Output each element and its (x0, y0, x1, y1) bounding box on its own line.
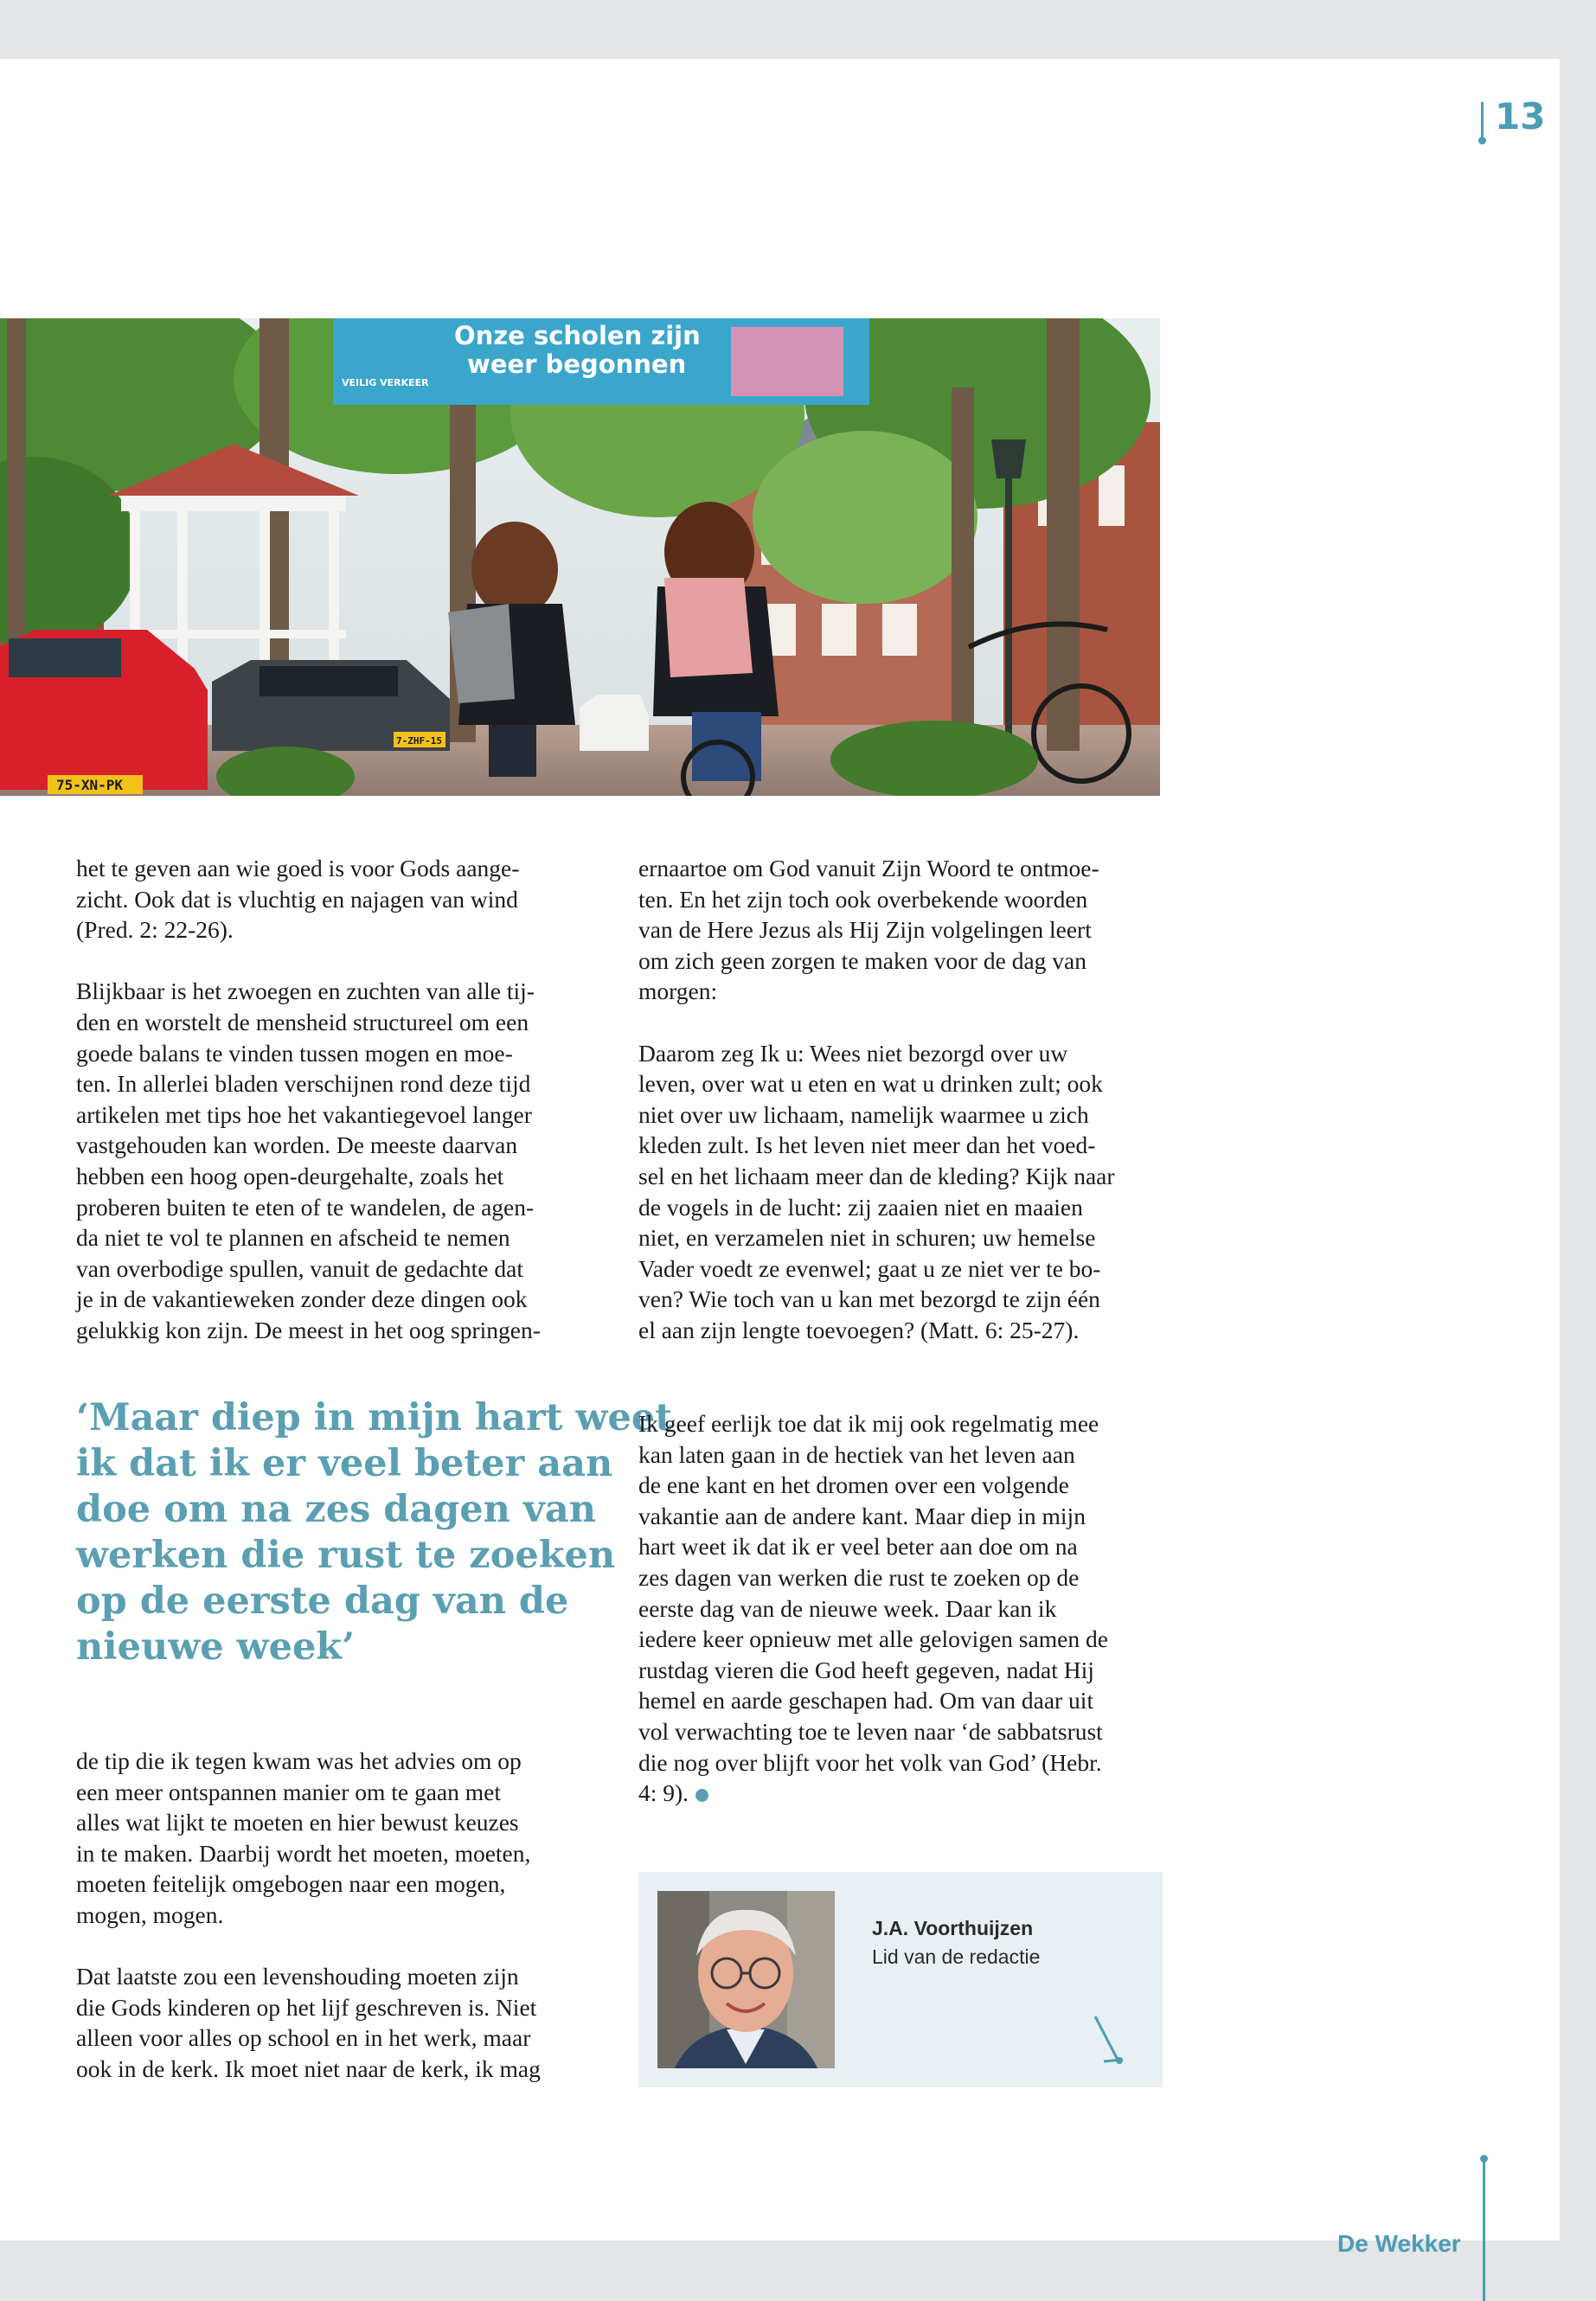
paragraph: de tip die ik tegen kwam was het advies om op een meer ontspannen manier om te gaan met alles wat lijkt te moeten en hier bewust keuzes in te maken. Daarbij wordt het moeten, moeten, moeten feitelijk omgebogen naar een mogen, mogen, mogen. (76, 1747, 531, 1928)
author-portrait (657, 1891, 835, 2068)
footer-dot (1480, 2155, 1488, 2163)
right-column-top (638, 853, 1115, 1346)
pull-quote: ‘Maar diep in mijn hart weet ik dat ik er veel beter aan doe om na zes dagen van werken die rust te zoeken op de eerste dag van de nieuwe week’ (76, 1396, 673, 1669)
banner-line-1: Onze scholen zijn (454, 321, 701, 350)
magazine-name: De Wekker (1337, 2230, 1461, 2257)
banner-line-2: weer begonnen (467, 349, 687, 379)
paragraph: Blijkbaar is het zwoegen en zuchten van alle tij- den en worstelt de mensheid structureel om een goede balans te vinden tussen mogen en moe- ten. In allerlei bladen verschijnen rond deze tijd artikelen met tips hoe het vakantiegevoel langer vastgehouden kan worden. De meeste daarvan hebben een hoog open-deurgehalte, zoals het proberen buiten te eten of te wandelen, de agen- da niet te vol te plannen en afscheid te nemen van overbodige spullen, vanuit de gedachte dat je in de vakantieweken zonder deze dingen ook gelukkig kon zijn. De meest in het oog springen- (76, 977, 541, 1343)
author-name: J.A. Voorthuijzen (872, 1917, 1034, 1939)
left-column-top (76, 853, 541, 1346)
author-role: Lid van de redactie (872, 1945, 1041, 1968)
paragraph: ernaartoe om God vanuit Zijn Woord te ontmoe- ten. En het zijn toch ook overbekende woorden van de Here Jezus als Hij Zijn volgelingen leert om zich geen zorgen te maken voor de dag van morgen: (638, 855, 1099, 1005)
banner-brand: VEILIG VERKEER (342, 377, 429, 388)
bible-quote: Daarom zeg Ik u: Wees niet bezorgd over uw leven, over wat u eten en wat u drinken zult; ook niet over uw lichaam, namelijk waarmee u zich kleden zult. Is het leven niet meer dan het voed- sel en het lichaam meer dan de kleding? Kijk naar de vogels in de lucht: zij zaaien niet en maaien niet, en verzamelen niet in schuren; uw hemelse Vader voedt ze evenwel; gaat u ze niet ver te bo- ven? Wie toch van u kan met bezorgd te zijn één el aan zijn lengte toevoegen? (Matt. 6: 25-27). (638, 1039, 1115, 1343)
paragraph: het te geven aan wie goed is voor Gods aange- zicht. Ook dat is vluchtig en najagen van wind (Pred. 2: 22-26). (76, 855, 520, 944)
footer-rule (1483, 2158, 1485, 2301)
page-number-rule (1481, 102, 1484, 140)
paragraph: Ik geef eerlijk toe dat ik mij ook regelmatig mee kan laten gaan in de hectiek van het leven aan de ene kant en het dromen over een volgende vakantie aan de andere kant. Maar diep in mijn hart weet ik dat ik er veel beter aan doe om na zes dagen van werken die rust te zoeken op de eerste dag van de nieuwe week. Daar kan ik iedere keer opnieuw met alle gelovigen samen de rustdag vieren die God heeft gegeven, nadat Hij hemel en aarde geschapen had. Om van daar uit vol verwachting toe te leven naar ‘de sabbatsrust die nog over blijft voor het volk van God’ (Hebr. 4: 9). (638, 1410, 1108, 1807)
paragraph: Dat laatste zou een levenshouding moeten zijn die Gods kinderen op het lijf geschreven is. Niet alleen voor alles op school en in het werk, maar ook in de kerk. Ik moet niet naar de kerk, ik mag (76, 1963, 541, 2082)
author-box (638, 1872, 1163, 2087)
left-column-bottom (76, 1746, 541, 2085)
article-photo (0, 318, 1160, 796)
right-column-bottom (638, 1408, 1108, 1809)
license-plate-2: 7-ZHF-15 (396, 735, 442, 747)
page-number-dot (1478, 137, 1486, 144)
pen-icon (1092, 2015, 1126, 2067)
license-plate-1: 75-XN-PK (56, 777, 124, 793)
magazine-page (0, 59, 1560, 2257)
end-mark-icon (695, 1789, 708, 1802)
page-number: 13 (1495, 95, 1546, 138)
